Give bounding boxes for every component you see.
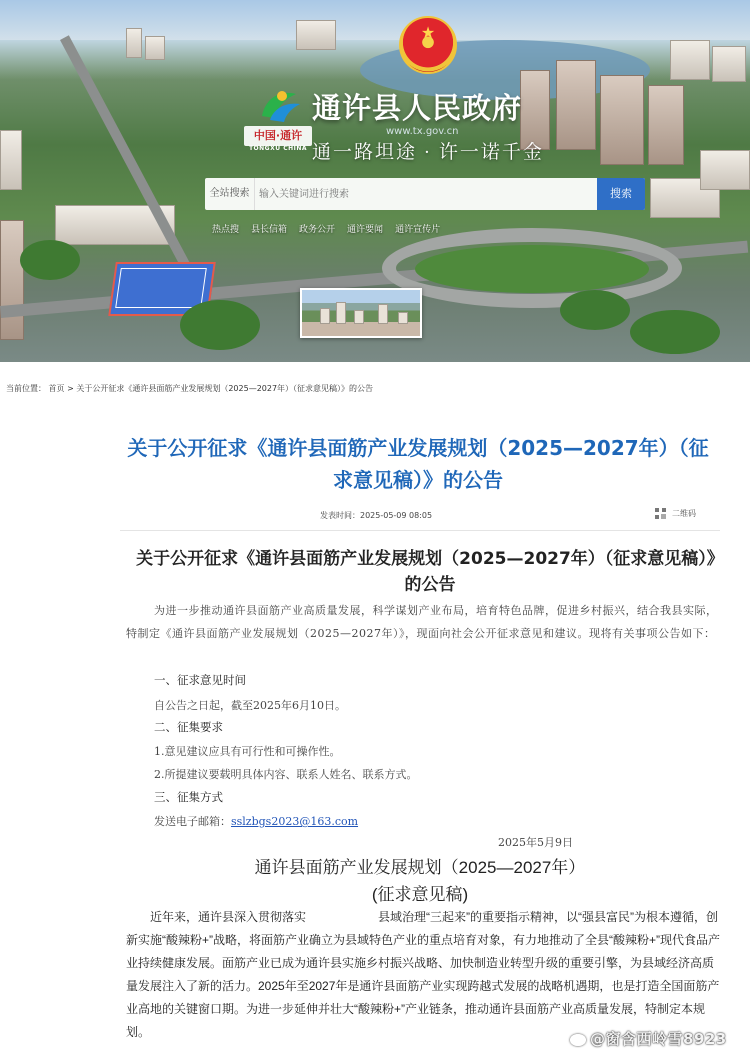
breadcrumb [6, 383, 373, 394]
banner-building [0, 130, 22, 190]
qr-code-label: 二维码 [672, 509, 696, 518]
article-title: 关于公开征求《通许县面筋产业发展规划（2025—2027年）（征求意见稿）》的公告 [127, 436, 709, 492]
breadcrumb-prefix: 当前位置： [6, 384, 46, 393]
weibo-icon [570, 1034, 586, 1046]
divider [120, 530, 720, 531]
banner-building [712, 46, 746, 82]
section-item: 1.意见建议应具有可行性和可操作性。 [154, 745, 341, 758]
banner-tree [630, 310, 720, 354]
document-title: 关于公开征求《通许县面筋产业发展规划（2025—2027年）（征求意见稿）》的公告 [136, 549, 724, 595]
banner-building [296, 20, 336, 50]
banner-roundabout-green [415, 245, 649, 293]
hot-link[interactable]: 通许宣传片 [395, 225, 441, 235]
hot-link[interactable]: 热点搜 [212, 225, 240, 235]
site-slogan: 通一路坦途 · 许一诺千金 [312, 142, 544, 163]
city-badge-pinyin: TONGXU CHINA [248, 145, 308, 152]
plan-title-main: 通许县面筋产业发展规划（2025—2027年） [254, 858, 586, 877]
hot-link[interactable]: 政务公开 [299, 225, 336, 235]
email-link[interactable]: sslzbgs2023@163.com [231, 815, 359, 828]
banner-building [0, 220, 24, 340]
email-line [154, 813, 358, 829]
breadcrumb-current: 关于公开征求《通许县面筋产业发展规划（2025—2027年）（征求意见稿）》的公告 [76, 384, 374, 393]
hot-links [212, 222, 440, 235]
search-button[interactable]: 搜索 [597, 178, 645, 210]
plan-body-part1: 近年来，通许县深入贯彻落实 [150, 910, 307, 924]
search-bar [205, 178, 645, 210]
plan-title-sub: (征求意见稿) [371, 885, 469, 904]
section-item: 2.所提建议要载明具体内容、联系人姓名、联系方式。 [154, 768, 418, 781]
search-scope-selector[interactable]: 全站搜索 [205, 178, 255, 210]
banner-tree [560, 290, 630, 330]
publish-time: 发表时间：2025-05-09 08:05 [320, 511, 433, 520]
hot-link[interactable]: 县长信箱 [251, 225, 288, 235]
banner-tree [20, 240, 80, 280]
city-badge-text: 中国·通许 [253, 129, 303, 142]
section-heading: 一、征求意见时间 [154, 673, 246, 687]
document-intro: 为进一步推动通许县面筋产业高质量发展，科学谋划产业布局，培育特色品牌，促进乡村振兴，结合我县实际，特制定《通许县面筋产业发展规划（2025—2027年）》，现面向社会公开征求意见和建议。现将有关事项公告如下： [126, 604, 718, 640]
video-thumbnail[interactable] [300, 288, 422, 338]
banner-building [126, 28, 142, 58]
watermark-text: @窗含西岭雪8923 [590, 1030, 727, 1048]
banner-sky [0, 0, 750, 40]
national-emblem-icon: ★ [399, 16, 457, 74]
banner-sports-court-lines [115, 268, 207, 308]
email-label: 发送电子邮箱： [154, 815, 231, 828]
section-heading: 三、征集方式 [154, 790, 223, 804]
banner-building [670, 40, 710, 80]
search-input[interactable] [259, 181, 589, 207]
plan-body [126, 906, 722, 1044]
city-badge [244, 126, 312, 152]
article-meta [0, 510, 750, 524]
hot-link[interactable]: 通许要闻 [347, 225, 384, 235]
breadcrumb-home-link[interactable]: 首页 [48, 384, 65, 393]
watermark [570, 1028, 727, 1049]
document-date: 2025年5月9日 [498, 836, 573, 849]
qr-code-button[interactable] [655, 508, 696, 519]
plan-body-part2: 县域治理“三起来”的重要指示精神，以“强县富民”为根本遵循，创新实施“酸辣粉+”战略，将面筋产业确立为县域特色产业的重点培育对象，有力地推动了全县“酸辣粉+”现代食品产业持续健康发展。面筋产业已成为通许县实施乡村振兴战略、加快制造业转型升级的重要引擎，为县域经济高质量发展注入了新的活力。2025年至2027年是通许县面筋产业实现跨越式发展的战略机遇期，也是打造全国面筋产业高地的关键窗口期。为进一步延伸并壮大“酸辣粉+”产业链条，推动通许县面筋产业高质量发展，特制定本规划。 [126, 910, 721, 1039]
site-title: 通许县人民政府 [312, 93, 523, 125]
banner-building [145, 36, 165, 60]
breadcrumb-separator: > [64, 384, 77, 393]
banner-tree [180, 300, 260, 350]
site-domain: www.tx.gov.cn [386, 126, 459, 137]
banner-building [700, 150, 750, 190]
banner-building [556, 60, 596, 150]
banner-building [648, 85, 684, 165]
plan-title [120, 854, 720, 908]
section-heading: 二、征集要求 [154, 720, 223, 734]
banner-building [600, 75, 644, 165]
qr-code-icon [655, 508, 666, 519]
hero-banner [0, 0, 750, 362]
tongxu-logo-icon [256, 86, 304, 126]
section-body: 自公告之日起，截至2025年6月10日。 [154, 699, 346, 712]
